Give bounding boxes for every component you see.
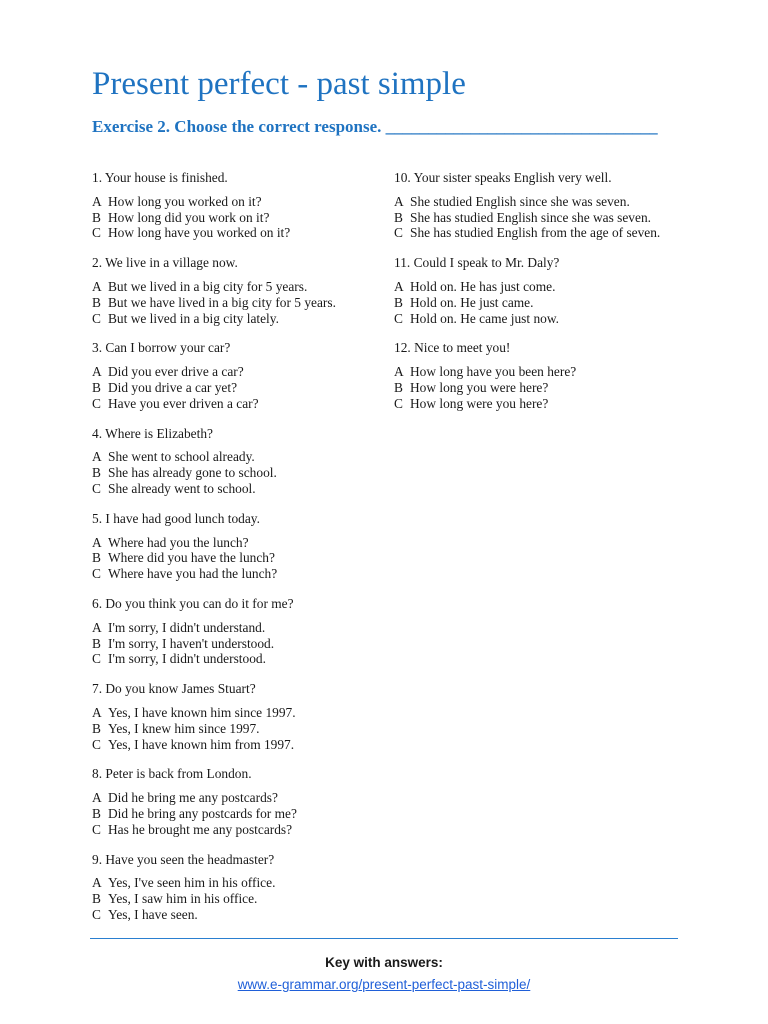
option-text: She has studied English from the age of seven. bbox=[410, 225, 661, 241]
answer-option bbox=[92, 481, 382, 497]
option-text: Hold on. He came just now. bbox=[410, 310, 560, 326]
option-text: Did he bring any postcards for me? bbox=[108, 805, 297, 821]
answer-option bbox=[394, 210, 694, 226]
option-text: She has studied English since she was seven. bbox=[410, 209, 651, 225]
option-letter: A bbox=[92, 875, 102, 891]
question-block bbox=[92, 681, 382, 752]
answer-option bbox=[394, 396, 694, 412]
answer-option bbox=[92, 295, 382, 311]
question-block bbox=[394, 170, 694, 241]
option-text: Yes, I knew him since 1997. bbox=[108, 720, 260, 736]
exercise-instruction: Exercise 2. Choose the correct response. ________________________________ bbox=[92, 117, 658, 136]
option-letter: A bbox=[92, 278, 102, 294]
option-text: Yes, I have known him from 1997. bbox=[108, 736, 295, 752]
question-block bbox=[92, 511, 382, 582]
question-prompt: 6. Do you think you can do it for me? bbox=[92, 595, 294, 611]
answer-option bbox=[92, 907, 382, 923]
option-letter: C bbox=[92, 736, 101, 752]
option-text: But we lived in a big city lately. bbox=[108, 310, 279, 326]
question-prompt: 4. Where is Elizabeth? bbox=[92, 425, 213, 441]
answer-option bbox=[92, 705, 382, 721]
question-prompt: 8. Peter is back from London. bbox=[92, 766, 252, 782]
option-letter: B bbox=[92, 805, 101, 821]
footer-divider bbox=[90, 938, 678, 939]
option-letter: C bbox=[394, 395, 403, 411]
question-prompt: 10. Your sister speaks English very well. bbox=[394, 170, 612, 185]
option-letter: C bbox=[92, 225, 101, 241]
option-letter: A bbox=[92, 534, 102, 550]
question-prompt: 1. Your house is finished. bbox=[92, 170, 228, 185]
option-letter: A bbox=[92, 790, 102, 806]
answer-option bbox=[92, 822, 382, 838]
answer-option bbox=[92, 311, 382, 327]
answer-option bbox=[92, 790, 382, 806]
option-text: Have you ever driven a car? bbox=[108, 395, 259, 411]
answer-option bbox=[394, 364, 694, 380]
option-letter: B bbox=[92, 209, 101, 225]
question-block bbox=[92, 766, 382, 837]
option-text: But we lived in a big city for 5 years. bbox=[108, 278, 308, 294]
questions-column-right bbox=[394, 170, 694, 426]
option-text: How long did you work on it? bbox=[108, 209, 270, 225]
answer-option bbox=[92, 566, 382, 582]
answer-option bbox=[92, 380, 382, 396]
option-text: I'm sorry, I didn't understood. bbox=[108, 651, 266, 667]
option-text: Hold on. He has just come. bbox=[410, 278, 556, 294]
option-letter: B bbox=[92, 550, 101, 566]
question-prompt: 2. We live in a village now. bbox=[92, 255, 238, 271]
option-text: She has already gone to school. bbox=[108, 465, 277, 481]
option-letter: A bbox=[92, 193, 102, 209]
answer-option bbox=[92, 737, 382, 753]
option-text: She already went to school. bbox=[108, 480, 256, 496]
answer-option bbox=[92, 210, 382, 226]
option-text: She went to school already. bbox=[108, 449, 255, 465]
option-text: How long have you been here? bbox=[410, 364, 577, 380]
question-block bbox=[92, 596, 382, 667]
page-title: Present perfect - past simple bbox=[92, 66, 466, 102]
answer-option bbox=[92, 550, 382, 566]
option-letter: C bbox=[92, 906, 101, 922]
question-prompt: 3. Can I borrow your car? bbox=[92, 340, 231, 356]
option-text: But we have lived in a big city for 5 years. bbox=[108, 294, 336, 310]
option-letter: B bbox=[92, 635, 101, 651]
question-block bbox=[394, 255, 694, 326]
answer-option bbox=[92, 721, 382, 737]
option-text: I'm sorry, I haven't understood. bbox=[108, 635, 275, 651]
question-block bbox=[92, 426, 382, 497]
answer-option bbox=[92, 449, 382, 465]
option-letter: B bbox=[92, 294, 101, 310]
answer-option bbox=[394, 279, 694, 295]
question-block bbox=[92, 170, 382, 241]
option-letter: A bbox=[92, 364, 102, 380]
option-letter: B bbox=[92, 891, 101, 907]
option-text: Where did you have the lunch? bbox=[108, 550, 275, 566]
questions-column-left bbox=[92, 170, 382, 937]
option-letter: B bbox=[92, 379, 101, 395]
option-letter: B bbox=[92, 720, 101, 736]
option-letter: C bbox=[92, 566, 101, 582]
option-letter: A bbox=[92, 704, 102, 720]
answer-option bbox=[92, 651, 382, 667]
option-text: Yes, I saw him in his office. bbox=[108, 891, 258, 907]
option-text: Did he bring me any postcards? bbox=[108, 790, 278, 806]
option-letter: A bbox=[92, 449, 102, 465]
question-block bbox=[394, 340, 694, 411]
answer-option bbox=[92, 636, 382, 652]
option-text: Yes, I've seen him in his office. bbox=[108, 875, 276, 891]
question-prompt: 11. Could I speak to Mr. Daly? bbox=[394, 255, 560, 271]
option-letter: C bbox=[92, 480, 101, 496]
answer-key-label: Key with answers: bbox=[325, 955, 443, 970]
answer-option bbox=[394, 225, 694, 241]
option-text: Where have you had the lunch? bbox=[108, 566, 278, 582]
answer-option bbox=[92, 875, 382, 891]
option-text: How long you worked on it? bbox=[108, 193, 262, 209]
option-text: Has he brought me any postcards? bbox=[108, 821, 293, 837]
option-letter: A bbox=[394, 278, 404, 294]
answer-option bbox=[92, 806, 382, 822]
answer-option bbox=[92, 620, 382, 636]
question-block bbox=[92, 255, 382, 326]
question-block bbox=[92, 340, 382, 411]
option-letter: C bbox=[394, 225, 403, 241]
option-text: Did you drive a car yet? bbox=[108, 379, 238, 395]
answer-key-link[interactable]: www.e-grammar.org/present-perfect-past-simple/ bbox=[237, 977, 531, 992]
question-prompt: 12. Nice to meet you! bbox=[394, 340, 511, 356]
answer-option bbox=[92, 891, 382, 907]
option-text: Yes, I have seen. bbox=[108, 906, 198, 922]
answer-option bbox=[92, 194, 382, 210]
answer-option bbox=[92, 225, 382, 241]
option-letter: C bbox=[92, 821, 101, 837]
answer-option bbox=[394, 295, 694, 311]
answer-option bbox=[92, 396, 382, 412]
question-prompt: 5. I have had good lunch today. bbox=[92, 510, 260, 526]
answer-option bbox=[394, 311, 694, 327]
option-letter: B bbox=[394, 379, 403, 395]
option-letter: B bbox=[394, 209, 403, 225]
option-text: Did you ever drive a car? bbox=[108, 364, 244, 380]
option-text: Hold on. He just came. bbox=[410, 294, 534, 310]
option-text: How long were you here? bbox=[410, 395, 549, 411]
question-prompt: 7. Do you know James Stuart? bbox=[92, 681, 256, 697]
question-block bbox=[92, 852, 382, 923]
option-letter: C bbox=[92, 310, 101, 326]
answer-option bbox=[394, 194, 694, 210]
option-letter: A bbox=[92, 619, 102, 635]
question-prompt: 9. Have you seen the headmaster? bbox=[92, 851, 275, 867]
answer-option bbox=[92, 279, 382, 295]
option-text: She studied English since she was seven. bbox=[410, 193, 630, 209]
option-text: How long have you worked on it? bbox=[108, 225, 291, 241]
option-letter: B bbox=[92, 465, 101, 481]
option-letter: A bbox=[394, 193, 404, 209]
option-letter: C bbox=[394, 310, 403, 326]
option-letter: C bbox=[92, 395, 101, 411]
answer-option bbox=[92, 465, 382, 481]
option-letter: C bbox=[92, 651, 101, 667]
option-text: How long you were here? bbox=[410, 379, 549, 395]
option-text: Where had you the lunch? bbox=[108, 534, 249, 550]
option-letter: A bbox=[394, 364, 404, 380]
option-text: Yes, I have known him since 1997. bbox=[108, 704, 296, 720]
answer-option bbox=[92, 535, 382, 551]
answer-option bbox=[394, 380, 694, 396]
answer-option bbox=[92, 364, 382, 380]
option-letter: B bbox=[394, 294, 403, 310]
option-text: I'm sorry, I didn't understand. bbox=[108, 619, 266, 635]
